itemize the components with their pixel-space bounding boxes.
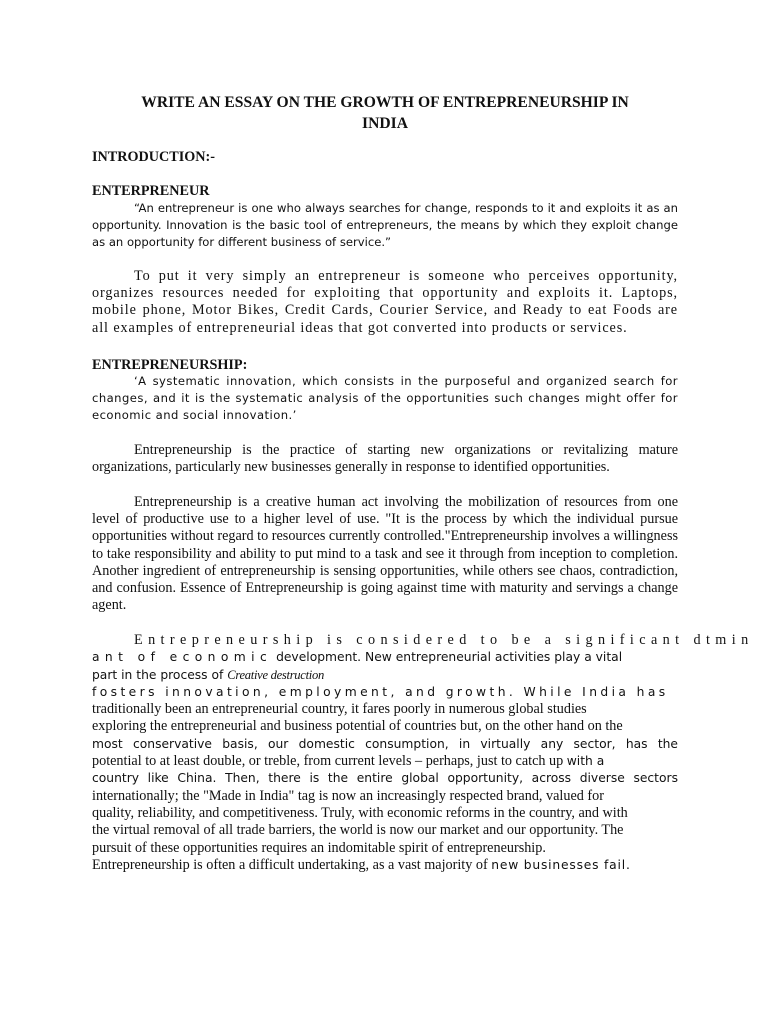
essay-title-line-1: WRITE AN ESSAY ON THE GROWTH OF ENTREPRENEURSHIP IN — [141, 94, 629, 111]
final-line-13: pursuit of these opportunities requires an indomitable spirit of entrepreneurship. — [92, 839, 546, 856]
final-line-1: Entrepreneurship is considered to be a significant dtmin — [134, 632, 754, 648]
entrepreneurship-creative-paragraph: Entrepreneurship is a creative human act involving the mobilization of resources from one level of productive use to a higher level of use. "It is the process by which the individual pursue opportunities without regard to resources currently controlled."Entrepreneurship involves a willingness to take responsibility and ability to put mind to a task and see it through from inception to completion. Another ingredient of entrepreneurship is sensing opportunities, while others see chaos, contradiction, and confusion. Essence of Entrepreneurship is going against time with maturity and servings a change agent. — [92, 494, 678, 614]
entrepreneurship-practice-paragraph: Entrepreneurship is the practice of starting new organizations or revitalizing mature organizations, particularly new businesses generally in response to identified opportunities. — [92, 442, 678, 476]
entrepreneurship-definition-quote: ‘A systematic innovation, which consists in the purposeful and organized search for changes, and it is the systematic analysis of the opportunities such changes might offer for economic and social innovation.’ — [92, 374, 678, 423]
final-line-14 — [92, 857, 678, 874]
final-line-12: the virtual removal of all trade barriers, the world is now our market and our opportunity. The — [92, 822, 624, 839]
final-line-11: quality, reliability, and competitiveness. Truly, with economic reforms in the country, and with — [92, 804, 628, 821]
essay-title — [92, 92, 678, 134]
introduction-heading: INTRODUCTION:- — [92, 149, 215, 165]
final-line-14-text: Entrepreneurship is often a difficult undertaking, as a vast majority of — [92, 856, 492, 873]
enterpreneur-heading: ENTERPRENEUR — [92, 183, 210, 199]
entrepreneurship-growth-paragraph — [92, 632, 754, 874]
final-line-14-sans: new businesses fail. — [491, 857, 631, 872]
final-line-4: fosters innovation, employment, and growth. While India has — [92, 684, 669, 699]
final-line-8 — [92, 753, 678, 770]
entrepreneurship-heading: ENTREPRENEURSHIP: — [92, 357, 248, 373]
final-line-9: country like China. Then, there is the entire global opportunity, across diverse sectors — [92, 771, 678, 786]
final-line-2-rest: development. New entrepreneurial activities play a vital — [272, 650, 623, 665]
final-line-10: internationally; the "Made in India" tag is now an increasingly respected brand, valued for — [92, 787, 604, 804]
final-line-5: traditionally been an entrepreneurial country, it fares poorly in numerous global studies — [92, 701, 587, 718]
creative-destruction-term: Creative destruction — [227, 667, 324, 682]
entrepreneur-simple-definition: To put it very simply an entrepreneur is someone who perceives opportunity, organizes resources needed for exploiting that opportunity and exploits it. Laptops, mobile phone, Motor Bikes, Credit Cards, Courier Service, and Ready to eat Foods are all examples of entrepreneurial ideas that got converted into products or services. — [92, 268, 678, 336]
final-line-3 — [92, 667, 678, 684]
entrepreneur-definition-quote: “An entrepreneur is one who always searches for change, responds to it and exploits it as an opportunity. Innovation is the basic tool of entrepreneurs, the means by which they exploit change as an opportunity for different business of service.” — [92, 201, 678, 250]
final-line-8-text: potential to at least double, or treble, from current levels – perhaps, just to catch up — [92, 753, 567, 770]
final-line-8-sans: with a — [566, 754, 605, 769]
final-line-3-text: part in the process of — [92, 667, 228, 682]
final-line-7: most conservative basis, our domestic consumption, in virtually any sector, has the — [92, 736, 678, 751]
final-line-2 — [92, 649, 678, 666]
final-line-6: exploring the entrepreneurial and business potential of countries but, on the other hand on the — [92, 718, 623, 735]
essay-title-line-2: INDIA — [362, 115, 408, 132]
final-line-2-spaced: ant of economic — [92, 650, 273, 665]
